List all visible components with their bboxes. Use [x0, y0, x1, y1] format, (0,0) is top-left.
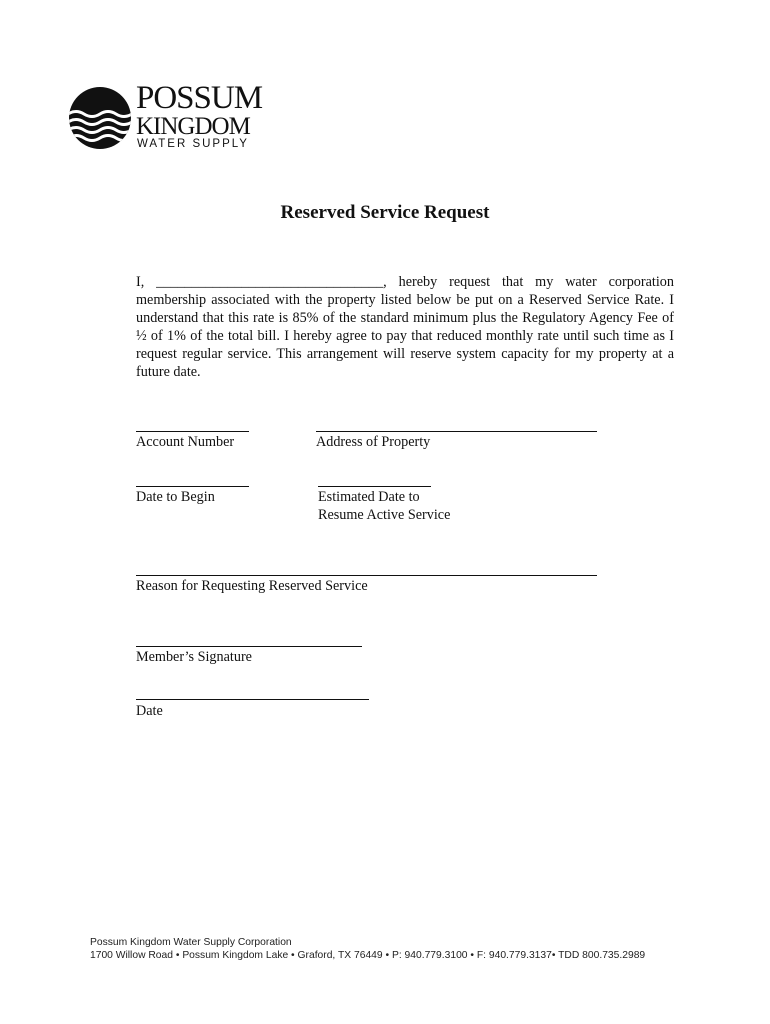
signature-label: Member’s Signature [136, 649, 252, 665]
date-label: Date [136, 703, 163, 719]
estimated-date-label-1: Estimated Date to [318, 489, 420, 505]
date-line[interactable] [136, 699, 369, 700]
date-to-begin-line[interactable] [136, 486, 249, 487]
logo-line-kingdom: KINGDOM [136, 113, 250, 140]
date-to-begin-label: Date to Begin [136, 489, 215, 505]
logo-line-water-supply: WATER SUPPLY [137, 138, 249, 150]
request-text: I, ________________________________, hereby request that my water corporation membership associated with the property listed below be put on a Reserved Service Rate. I understand that this rate is 85% of the standard minimum plus the Regulatory Agency Fee of ½ of 1% of the total bill. I hereby agree to pay that reduced monthly rate until such time as I request regular service. This arrangement will reserve system capacity for my property at a future date. [136, 274, 674, 380]
account-number-line[interactable] [136, 431, 249, 432]
footer-contact: 1700 Willow Road • Possum Kingdom Lake • Graford, TX 76449 • P: 940.779.3100 • F: 940.779.3137• TDD 800.735.2989 [90, 950, 646, 961]
account-number-label: Account Number [136, 434, 235, 450]
reason-line[interactable] [136, 575, 597, 576]
footer [90, 936, 645, 962]
request-paragraph [136, 273, 674, 381]
estimated-date-line[interactable] [318, 486, 431, 487]
estimated-date-label-2: Resume Active Service [318, 507, 451, 523]
company-logo [68, 80, 288, 154]
address-line[interactable] [316, 431, 597, 432]
logo-line-possum: POSSUM [136, 80, 263, 116]
water-wave-logo-icon [68, 84, 132, 152]
document-title: Reserved Service Request [280, 202, 490, 223]
footer-company: Possum Kingdom Water Supply Corporation [90, 937, 292, 948]
reason-label: Reason for Requesting Reserved Service [136, 578, 368, 594]
address-label: Address of Property [316, 434, 431, 450]
signature-line[interactable] [136, 646, 362, 647]
